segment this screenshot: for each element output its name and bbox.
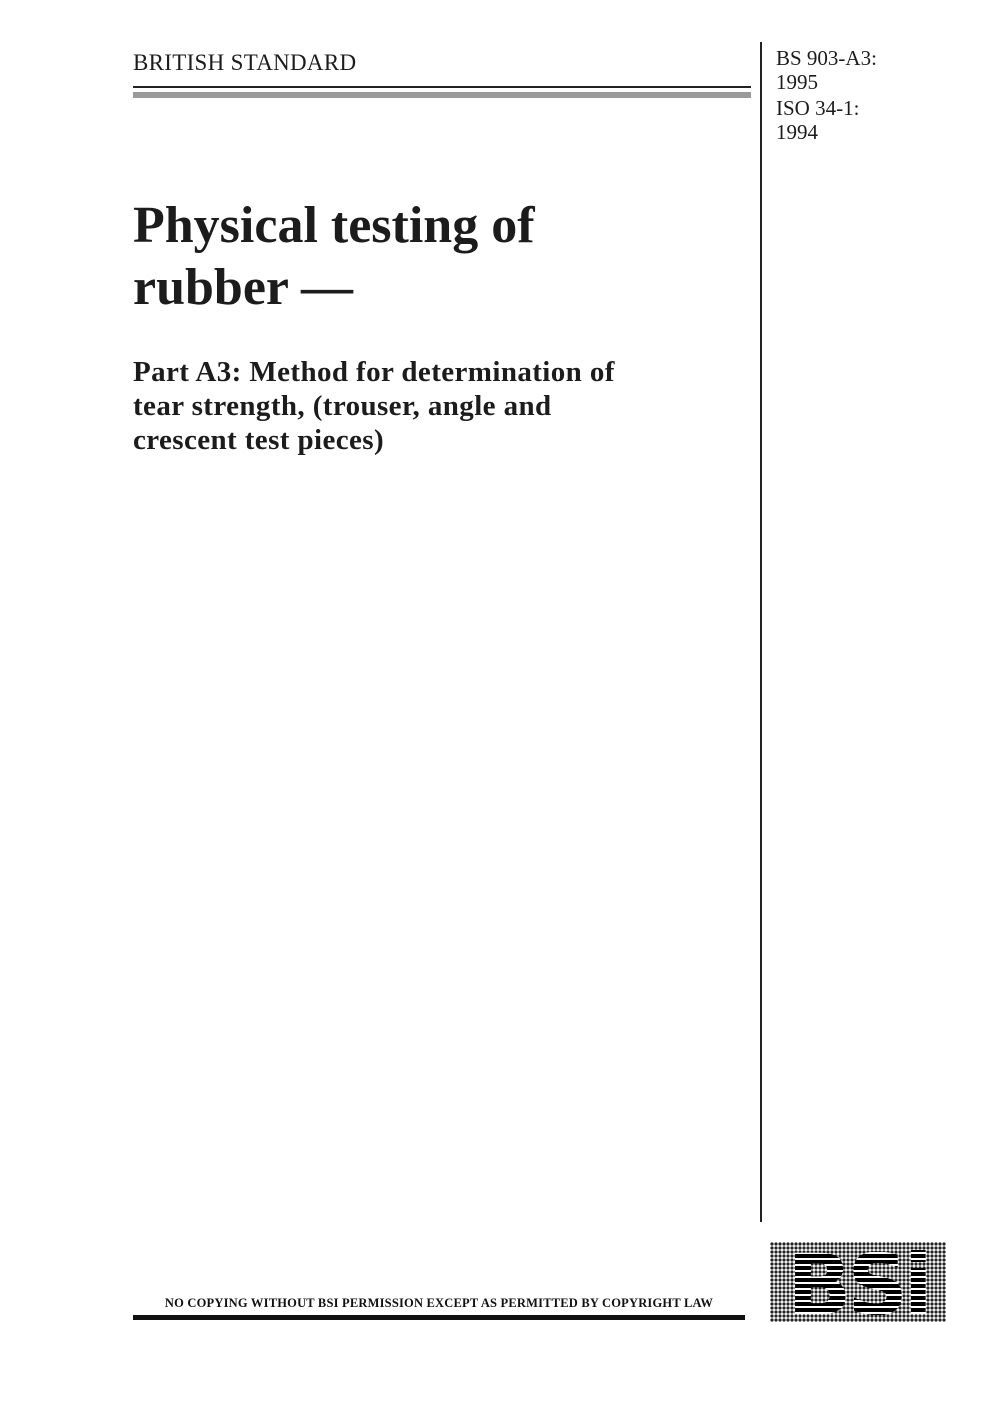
footer-rule <box>133 1315 745 1320</box>
title-line-1: Physical testing of <box>133 197 535 254</box>
bsi-logo <box>770 1242 946 1322</box>
subtitle-line-1: Part A3: Method for determination of <box>133 356 615 388</box>
subtitle-line-3: crescent test pieces) <box>133 424 385 456</box>
iso-number: ISO 34-1: <box>776 96 860 120</box>
copyright-notice: NO COPYING WITHOUT BSI PERMISSION EXCEPT AS PERMITTED BY COPYRIGHT LAW <box>164 1296 714 1310</box>
iso-standard-number <box>776 96 877 144</box>
margin-vertical-rule <box>760 42 762 1222</box>
header-rule <box>133 86 751 88</box>
bs-number: BS 903-A3: <box>776 46 877 70</box>
document-subtitle <box>133 355 743 457</box>
iso-year: 1994 <box>776 120 818 144</box>
header-grey-band <box>133 92 751 98</box>
title-line-2: rubber — <box>133 259 354 316</box>
standard-numbers <box>776 46 877 146</box>
bs-standard-number <box>776 46 877 94</box>
subtitle-line-2: tear strength, (trouser, angle and <box>133 390 552 422</box>
bs-year: 1995 <box>776 70 818 94</box>
document-type-label: BRITISH STANDARD <box>133 50 357 75</box>
svg-text:BSi: BSi <box>787 1242 929 1322</box>
document-title <box>133 195 743 319</box>
